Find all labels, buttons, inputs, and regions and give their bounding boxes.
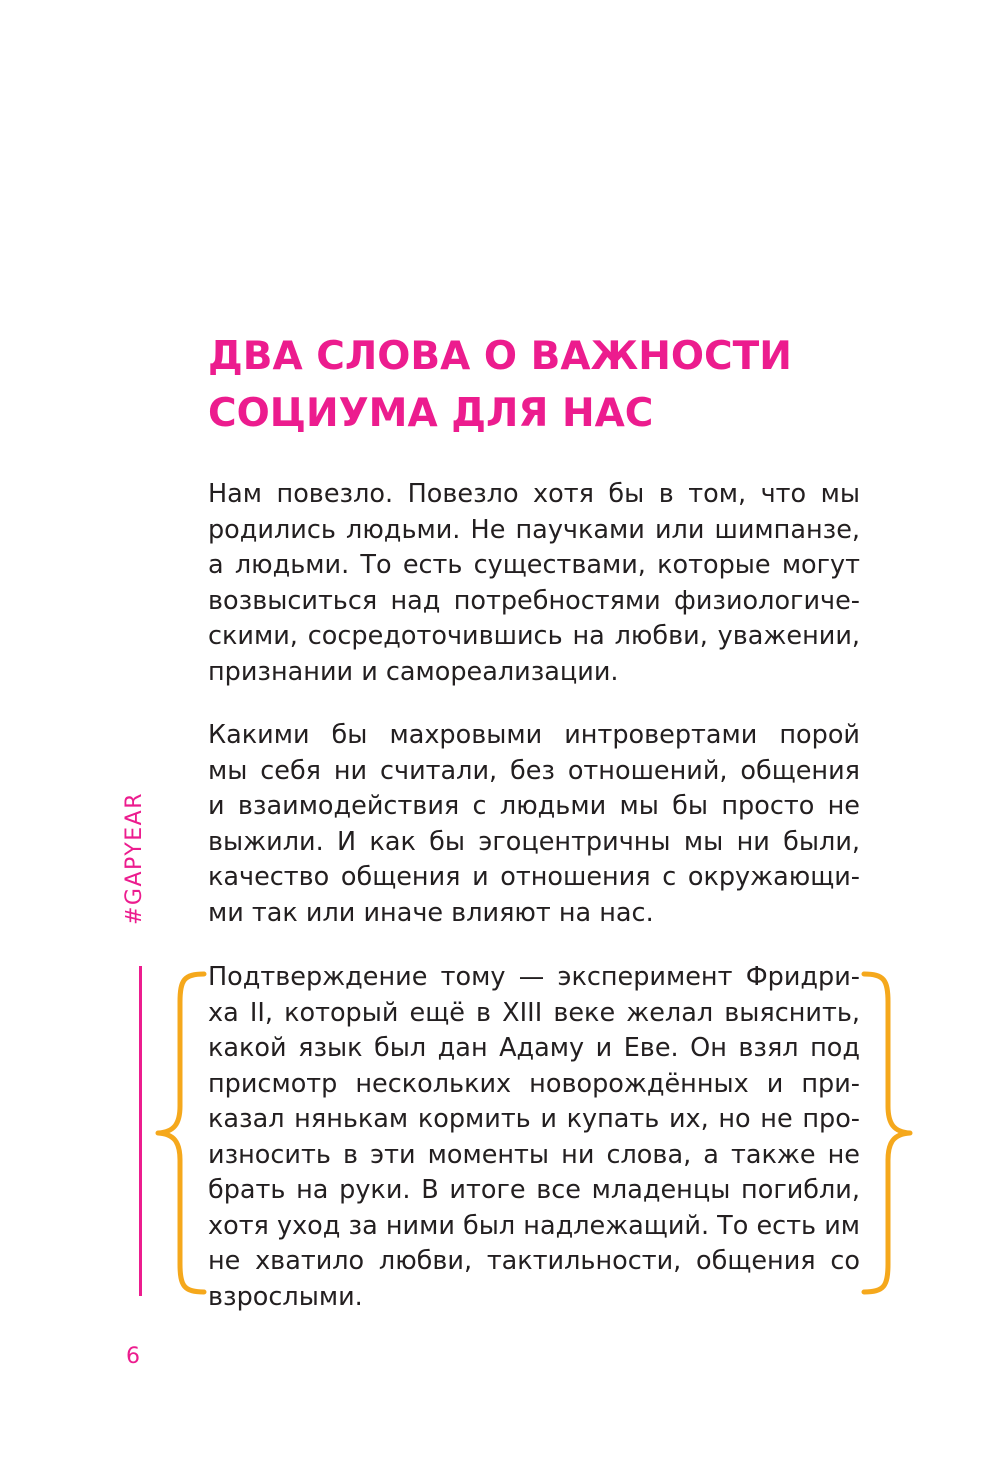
page-number: 6 [126,1344,140,1369]
text-line: и взаимодействия с людьми мы бы просто не [208,791,860,821]
paragraph-2 [208,718,860,931]
text-line: Нам повезло. Повезло хотя бы в том, что мы [208,479,860,509]
text-line: взрослыми. [208,1281,363,1312]
text-line: родились людьми. Не паучками или шимпанзе, [208,514,860,545]
text-line: казал нянькам кормить и купать их, но не про- [208,1104,860,1134]
right-curly-brace-icon [858,966,918,1300]
text-line: Какими бы махровыми интровертами порой [208,720,860,750]
text-line: износить в эти моменты ни слова, а также не [208,1139,860,1170]
title-line: СОЦИУМА ДЛЯ НАС [208,391,654,436]
text-line: мы себя ни считали, без отношений, общения [208,755,860,786]
text-line: признании и самореализации. [208,656,619,687]
paragraph-1 [208,477,860,690]
text-line: ми так или иначе влияют на нас. [208,897,654,928]
text-line: выжили. И как бы эгоцентричны мы ни были, [208,826,860,857]
text-line: а людьми. То есть существами, которые могут [208,550,860,580]
page-title [208,328,868,442]
title-line: ДВА СЛОВА О ВАЖНОСТИ [208,334,792,379]
text-line: Подтверждение тому — эксперимент Фридри- [208,962,860,992]
text-line: качество общения и отношения с окружающи- [208,862,860,892]
paragraph-3-highlighted [208,960,860,1315]
text-line: брать на руки. В итоге все младенцы погибли, [208,1175,860,1205]
side-accent-rule [139,966,142,1296]
hashtag-vertical-label: #GAPYEAR [122,792,147,925]
text-line: ха II, который ещё в XIII веке желал выяснить, [208,997,860,1028]
text-line: какой язык был дан Адаму и Еве. Он взял под [208,1033,860,1063]
text-line: возвыситься над потребностями физиологиче- [208,585,860,616]
text-line: не хватило любви, тактильности, общения со [208,1246,860,1276]
left-curly-brace-icon [150,966,210,1300]
text-line: хотя уход за ними был надлежащий. То есть им [208,1210,860,1241]
text-line: присмотр нескольких новорождённых и при- [208,1068,860,1099]
text-line: скими, сосредоточившись на любви, уважении, [208,621,860,651]
